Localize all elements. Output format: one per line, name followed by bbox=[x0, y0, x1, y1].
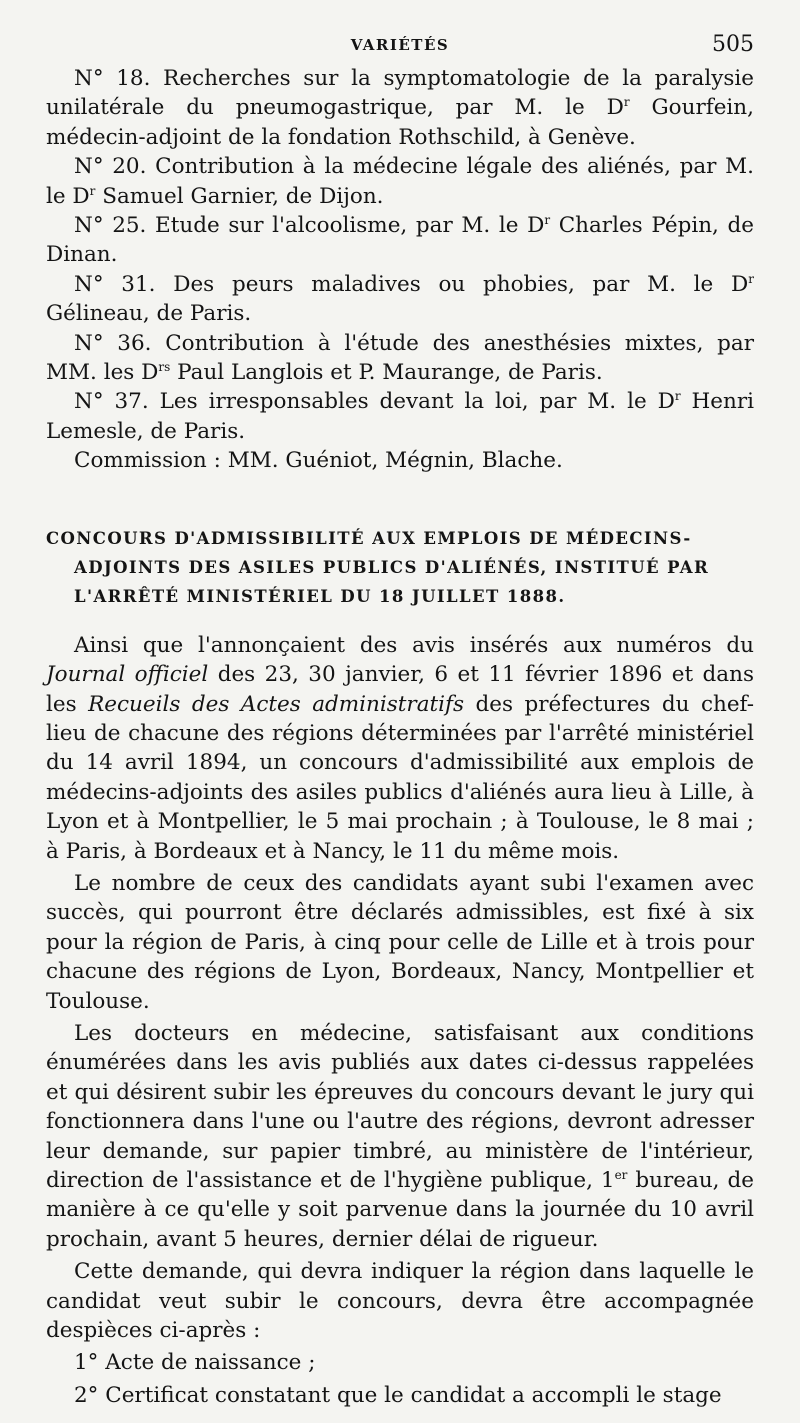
entry-text: Etude sur l'alcoolisme, par M. le D bbox=[155, 213, 545, 239]
entry-text: Contribution à l'étude des anesthésies mixtes, par MM. les D bbox=[46, 330, 754, 386]
entry-25 bbox=[46, 211, 754, 270]
paragraph: Le nombre de ceux des candidats ayant subi l'examen avec succès, qui pourront être déclarés admissibles, est fixé à six pour la région de Paris, à cinq pour celle de Lille et à trois pour chacune des régions de Lyon, Bordeaux, Nancy, Montpellier et Toulouse. bbox=[46, 870, 754, 1014]
section-heading-line: CONCOURS D'ADMISSIBILITÉ AUX EMPLOIS DE MÉDECINS- bbox=[46, 528, 692, 548]
commission-line: Commission : MM. Guéniot, Mégnin, Blache. bbox=[74, 448, 563, 474]
page-number: 505 bbox=[712, 32, 754, 57]
entry-sup: r bbox=[89, 183, 96, 198]
list-item: 2° Certificat constatant que le candidat a accompli le stage bbox=[74, 1382, 722, 1408]
section-heading bbox=[46, 524, 754, 611]
ordinal-sup: er bbox=[614, 1167, 628, 1182]
entry-text-after: Samuel Garnier, de Dijon. bbox=[95, 183, 384, 209]
entry-sup: r bbox=[674, 389, 681, 404]
paragraph-text: Les docteurs en médecine, satisfaisant aux conditions énumérées dans les avis publiés aux dates ci-dessus rappelées et qui désirent subir les épreuves du concours devant le jury qui fonctionnera dans l'une ou l'autre des régions, devront adresser leur demande, sur papier timbré, au ministère de l'intérieur, direction de l'assistance et de l'hygiène publique, 1 bbox=[46, 1020, 754, 1193]
entry-18 bbox=[46, 64, 754, 152]
entry-text-after: Charles Pépin, de Dinan. bbox=[46, 213, 755, 268]
recueils-title: Recueils des Actes administratifs bbox=[88, 691, 465, 717]
entry-number: N° 37. bbox=[74, 389, 149, 415]
list-item: 1° Acte de naissance ; bbox=[74, 1350, 316, 1376]
entry-text: Les irresponsables devant la loi, par M. le D bbox=[159, 389, 675, 415]
journal-title: Journal officiel bbox=[46, 662, 209, 688]
paragraph-text: Ainsi que l'annonçaient des avis insérés aux numéros du bbox=[74, 632, 754, 658]
entry-20 bbox=[46, 152, 754, 211]
paragraph-text: des 23, 30 janvier, 6 et 11 février 1896 et dans les bbox=[46, 662, 754, 717]
entry-number: N° 20. bbox=[74, 154, 147, 180]
running-title: VARIÉTÉS bbox=[350, 36, 450, 54]
entry-text: Recherches sur la symptomatologie de la paralysie unilatérale du pneumogastrique, par M. le D bbox=[46, 66, 754, 121]
paragraph-text: des préfectures du chef-lieu de chacune des régions déterminées par l'arrêté ministériel du 14 avril 1894, un concours d'admissibilité aux emplois de médecins-adjoints des asiles publics d'aliénés aura lieu à Lille, à Lyon et à Montpellier, le 5 mai prochain ; à Toulouse, le 8 mai ; à Paris, à Bordeaux et à Nancy, le 11 du même mois. bbox=[46, 691, 755, 864]
section-body bbox=[46, 631, 754, 1411]
entry-sup: r bbox=[748, 271, 754, 286]
entry-sup: r bbox=[544, 212, 551, 227]
entry-number: N° 25. bbox=[74, 213, 147, 239]
entry-text: Des peurs maladives ou phobies, par M. le D bbox=[173, 271, 749, 297]
entry-37 bbox=[46, 387, 754, 446]
entry-number: N° 31. bbox=[74, 271, 156, 297]
entry-number: N° 36. bbox=[74, 330, 152, 356]
paragraph-text: bureau, de manière à ce qu'elle y soit parvenue dans la journée du 10 avril prochain, avant 5 heures, dernier délai de rigueur. bbox=[46, 1168, 754, 1252]
entry-36 bbox=[46, 329, 754, 388]
paragraph bbox=[46, 631, 754, 866]
paragraph bbox=[46, 1019, 754, 1254]
entry-text-after: Paul Langlois et P. Maurange, de Paris. bbox=[170, 360, 603, 386]
entry-number: N° 18. bbox=[74, 66, 151, 91]
entry-sup: rs bbox=[158, 359, 171, 374]
paragraph: Cette demande, qui devra indiquer la région dans laquelle le candidat veut subir le concours, devra être accompagnée despièces ci-après : bbox=[46, 1259, 754, 1344]
entry-text-after: Henri Lemesle, de Paris. bbox=[46, 389, 755, 444]
entry-text-after: Gourfein, médecin-adjoint de la fondation Rothschild, à Genève. bbox=[46, 95, 754, 150]
entry-text-after: Gélineau, de Paris. bbox=[46, 301, 252, 327]
entry-31 bbox=[46, 270, 754, 329]
entries-list bbox=[46, 64, 754, 476]
section-heading-line: ADJOINTS DES ASILES PUBLICS D'ALIÉNÉS, INSTITUÉ PAR bbox=[74, 557, 710, 577]
running-header bbox=[46, 30, 754, 64]
entry-text: Contribution à la médecine légale des aliénés, par M. le D bbox=[46, 154, 754, 209]
entry-sup: r bbox=[623, 95, 630, 110]
section-heading-line: L'ARRÊTÉ MINISTÉRIEL DU 18 JUILLET 1888. bbox=[74, 586, 566, 606]
